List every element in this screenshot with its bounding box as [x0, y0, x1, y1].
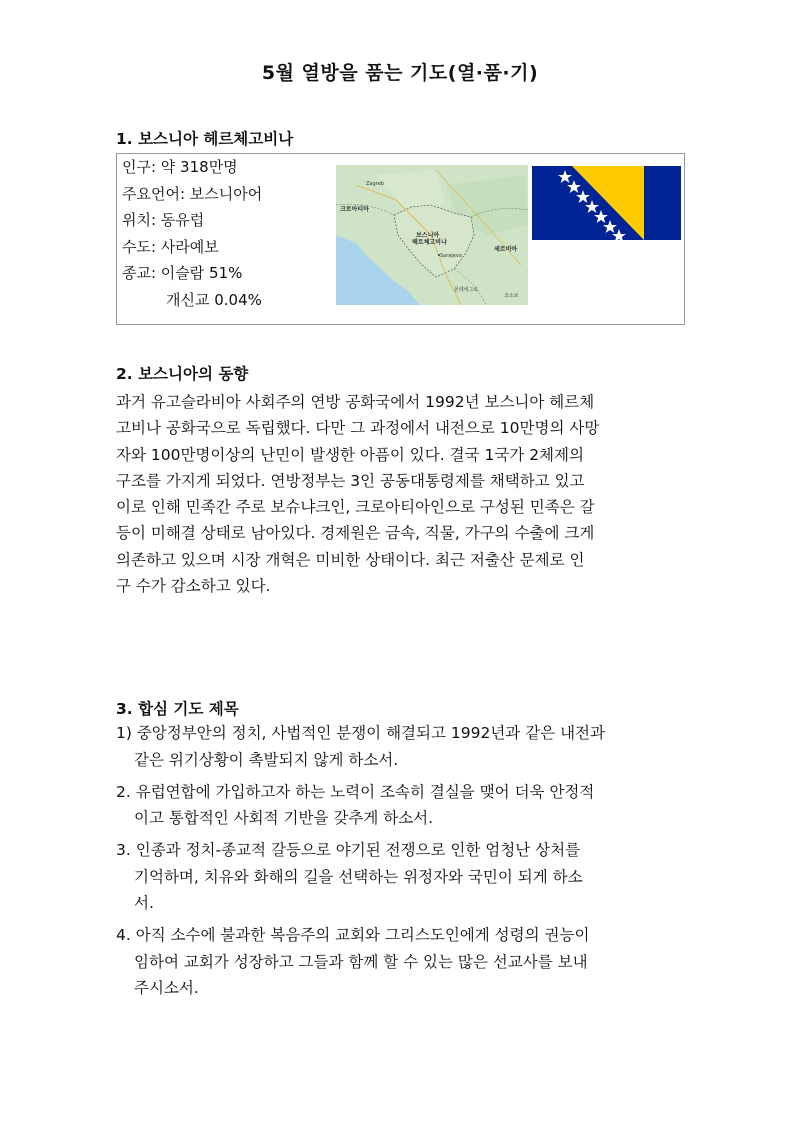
trends-line: 과거 유고슬라비아 사회주의 연방 공화국에서 1992년 보스니아 헤르체: [116, 393, 595, 411]
trends-line: 자와 100만명이상의 난민이 발생한 아픔이 있다. 결국 1국가 2체제의: [116, 445, 584, 464]
trends-line: 구 수가 감소하고 있다.: [116, 577, 271, 596]
trends-line: 고비나 공화국으로 독립했다. 다만 그 과정에서 내전으로 10만명의 사망: [116, 419, 600, 438]
map-label-kosovo: 코소보: [504, 293, 519, 299]
info-population: 인구: 약 318만명: [122, 158, 238, 176]
prayer-line: 4. 아직 소수에 불과한 복음주의 교회와 그리스도인에게 성령의 권능이: [116, 926, 590, 944]
map-label-serbia: 세르비아: [494, 246, 518, 253]
prayer-line: 임하여 교회가 성장하고 그들과 함께 할 수 있는 많은 선교사를 보내: [134, 952, 588, 971]
map-label-bosnia-2: 헤르체고비나: [412, 239, 447, 246]
country-info-box: [116, 153, 685, 325]
section1-heading: 1. 보스니아 헤르체고비나: [116, 130, 294, 148]
prayer-line: 기억하며, 치유와 화해의 길을 선택하는 위정자와 국민이 되게 하소: [134, 867, 583, 886]
trends-line: 이로 인해 민족간 주로 보슈냐크인, 크로아티아인으로 구성된 민족은 갈: [116, 498, 595, 517]
info-religion-protestant: 개신교 0.04%: [166, 290, 262, 309]
prayer-item: [116, 922, 686, 1002]
section3-heading: 3. 합심 기도 제목: [116, 700, 239, 718]
map-label-montenegro: 몬테네그로: [454, 287, 479, 293]
info-location: 위치: 동유럽: [122, 211, 205, 229]
map-label-croatia: 크로아티아: [340, 206, 369, 213]
info-religion-islam: 종교: 이슬람 51%: [122, 264, 243, 282]
prayer-item: [116, 837, 686, 917]
prayer-line: 2. 유럽연합에 가입하고자 하는 노력이 조속히 결실을 맺어 더욱 안정적: [116, 782, 595, 801]
trends-paragraph: [116, 389, 686, 599]
map-label-sarajevo: Sarajevo: [440, 253, 462, 259]
prayer-line: 주시소서.: [134, 979, 199, 997]
prayer-line: 이고 통합적인 사회적 기반을 갖추게 하소서.: [134, 809, 434, 827]
info-language: 주요언어: 보스니아어: [122, 184, 263, 203]
info-capital: 수도: 사라예보: [122, 237, 219, 256]
section2-heading: 2. 보스니아의 동향: [116, 365, 249, 383]
prayer-item: [116, 779, 686, 832]
prayer-list: [116, 720, 686, 1002]
bosnia-flag: [532, 166, 681, 240]
prayer-line: 1) 중앙정부안의 정치, 사법적인 분쟁이 해결되고 1992년과 같은 내전과: [116, 724, 605, 742]
trends-line: 의존하고 있으며 시장 개혁은 미비한 상태이다. 최근 저출산 문제로 인: [116, 550, 585, 569]
prayer-line: 서.: [134, 894, 154, 912]
page-title: 5월 열방을 품는 기도(열·품·기): [261, 62, 539, 84]
info-list: [122, 154, 262, 313]
prayer-item: [116, 720, 686, 773]
map-label-zagreb: Zagreb: [366, 181, 384, 187]
prayer-line: 3. 인종과 정치-종교적 갈등으로 야기된 전쟁으로 인한 엄청난 상처를: [116, 841, 581, 859]
trends-line: 구조를 가지게 되었다. 연방정부는 3인 공동대통령제를 채택하고 있고: [116, 471, 585, 490]
map-label-bosnia-1: 보스니아: [416, 232, 440, 239]
trends-line: 등이 미해결 상태로 남아있다. 경제원은 금속, 직물, 가구의 수출에 크게: [116, 524, 595, 543]
country-map: [336, 165, 528, 305]
prayer-line: 같은 위기상황이 촉발되지 않게 하소서.: [134, 750, 399, 769]
